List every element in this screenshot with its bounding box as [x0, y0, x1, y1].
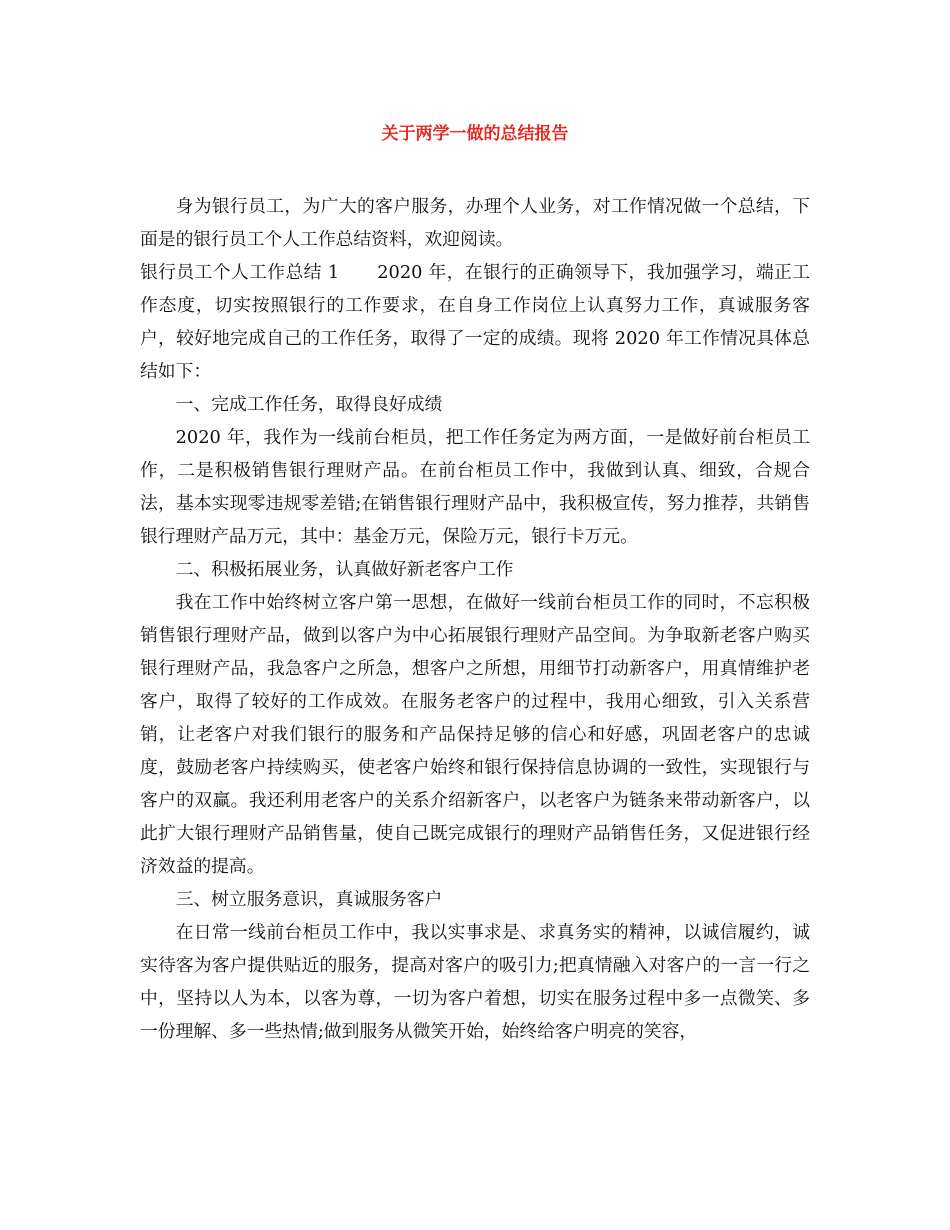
- document-body: [140, 190, 810, 1048]
- section-heading-3: 三、树立服务意识，真诚服务客户: [175, 889, 443, 910]
- section-heading-2: 二、积极拓展业务，认真做好新老客户工作: [175, 559, 514, 580]
- paragraph-intro: 身为银行员工，为广大的客户服务，办理个人业务，对工作情况做一个总结，下面是的银行员工个人工作总结资料，欢迎阅读。: [140, 196, 810, 250]
- summary-text: 2020 年，在银行的正确领导下，我加强学习，端正工作态度，切实按照银行的工作要求，在自身工作岗位上认真努力工作，真诚服务客户，较好地完成自己的工作任务，取得了一定的成绩。现将 2020 年工作情况具体总结如下：: [140, 262, 810, 382]
- summary-heading: 银行员工个人工作总结 1: [140, 262, 340, 283]
- section-heading-1: 一、完成工作任务，取得良好成绩: [175, 394, 443, 415]
- paragraph-section-1: 2020 年，我作为一线前台柜员，把工作任务定为两方面，一是做好前台柜员工作，二是积极销售银行理财产品。在前台柜员工作中，我做到认真、细致，合规合法，基本实现零违规零差错;在销售银行理财产品中，我积极宣传，努力推荐，共销售银行理财产品万元，其中：基金万元，保险万元，银行卡万元。: [140, 427, 810, 547]
- document-title: 关于两学一做的总结报告: [381, 124, 569, 144]
- paragraph-section-2: 我在工作中始终树立客户第一思想，在做好一线前台柜员工作的同时，不忘积极销售银行理财产品，做到以客户为中心拓展银行理财产品空间。为争取新老客户购买银行理财产品，我急客户之所急，想客户之所想，用细节打动新客户，用真情维护老客户，取得了较好的工作成效。在服务老客户的过程中，我用心细致，引入关系营销，让老客户对我们银行的服务和产品保持足够的信心和好感，巩固老客户的忠诚度，鼓励老客户持续购买，使老客户始终和银行保持信息协调的一致性，实现银行与客户的双赢。我还利用老客户的关系介绍新客户，以老客户为链条来带动新客户，以此扩大银行理财产品销售量，使自己既完成银行的理财产品销售任务，又促进银行经济效益的提高。: [140, 592, 810, 877]
- paragraph-summary-1: [140, 256, 810, 388]
- paragraph-section-3: 在日常一线前台柜员工作中，我以实事求是、求真务实的精神，以诚信履约，诚实待客为客户提供贴近的服务，提高对客户的吸引力;把真情融入对客户的一言一行之中，坚持以人为本，以客为尊，一切为客户着想，切实在服务过程中多一点微笑、多一份理解、多一些热情;做到服务从微笑开始，始终给客户明亮的笑容，: [140, 922, 810, 1042]
